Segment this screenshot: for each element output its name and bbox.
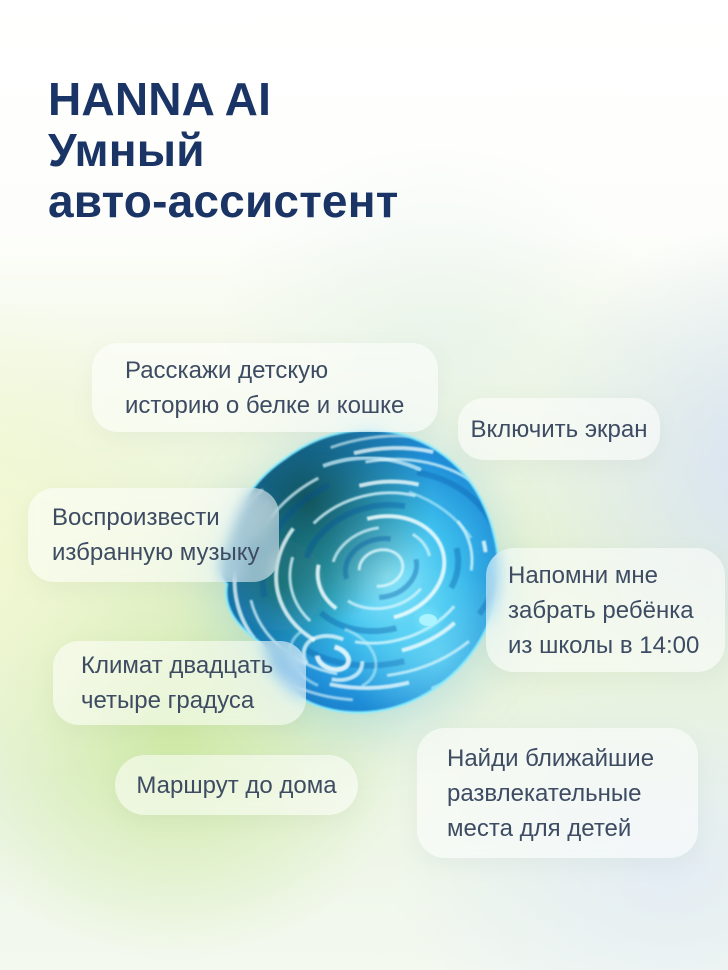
bubble-line: развлекательные [447, 779, 642, 807]
bubble-line: Климат двадцать [81, 652, 274, 679]
page-title [48, 74, 398, 227]
bubble-line: избранную музыку [52, 539, 260, 566]
suggestion-bubble-route-home [115, 755, 358, 815]
suggestion-bubble-play-music [28, 488, 279, 582]
bubble-line: забрать ребёнка [508, 596, 694, 624]
bubble-line: четыре градуса [81, 687, 255, 714]
bubble-line: Включить экран [470, 415, 648, 443]
title-subline-1: Умный [48, 124, 205, 176]
suggestion-bubble-reminder [486, 548, 725, 672]
bubble-line: Расскажи детскую [125, 356, 329, 384]
suggestion-bubble-tell-story [92, 343, 438, 432]
bubble-line: Найди ближайшие [447, 744, 655, 772]
bubble-line: из школы в 14:00 [508, 631, 700, 659]
bubble-line: историю о белке и кошке [125, 391, 405, 419]
suggestion-bubble-find-places [417, 728, 698, 858]
bubble-line: Напомни мне [508, 561, 658, 589]
bubble-line: Маршрут до дома [136, 771, 337, 799]
bubble-line: места для детей [447, 814, 632, 842]
title-subline-2: авто-ассистент [48, 175, 399, 227]
suggestion-bubble-screen-on [458, 398, 660, 460]
bubble-line: Воспроизвести [52, 504, 220, 531]
brand-name: HANNA AI [48, 73, 272, 125]
suggestion-bubble-climate [53, 641, 306, 725]
